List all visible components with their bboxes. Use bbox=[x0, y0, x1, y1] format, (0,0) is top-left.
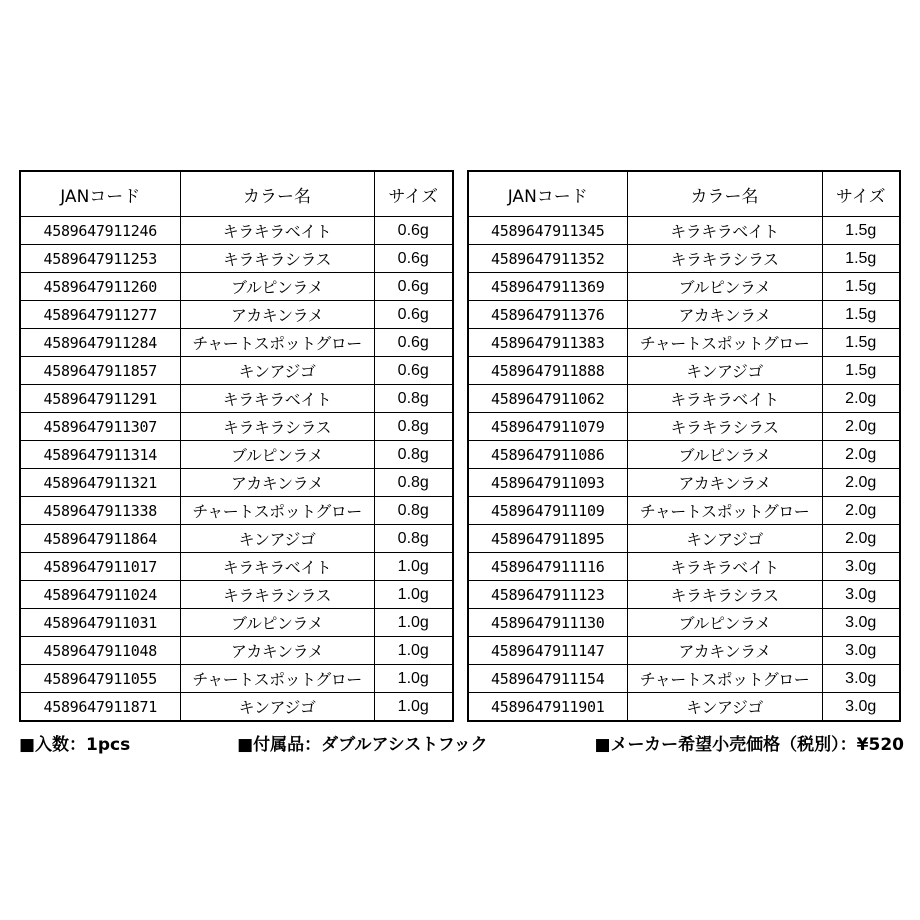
table-row bbox=[468, 441, 900, 469]
color-name-cell: チャートスポットグロー bbox=[627, 329, 822, 357]
color-name-cell: ブルピンラメ bbox=[180, 273, 374, 301]
table-row bbox=[468, 525, 900, 553]
size-cell: 1.0g bbox=[374, 553, 453, 581]
table-row bbox=[468, 637, 900, 665]
jan-code-cell: 4589647911017 bbox=[20, 553, 180, 581]
color-name-cell: キンアジゴ bbox=[627, 357, 822, 385]
table-row bbox=[468, 609, 900, 637]
size-cell: 1.0g bbox=[374, 581, 453, 609]
table-row bbox=[20, 637, 453, 665]
color-name-cell: アカキンラメ bbox=[627, 301, 822, 329]
size-cell: 3.0g bbox=[822, 637, 900, 665]
header-color: カラー名 bbox=[180, 171, 374, 217]
table-row bbox=[20, 301, 453, 329]
table-row bbox=[468, 385, 900, 413]
jan-code-cell: 4589647911338 bbox=[20, 497, 180, 525]
jan-code-cell: 4589647911307 bbox=[20, 413, 180, 441]
jan-code-cell: 4589647911352 bbox=[468, 245, 627, 273]
color-name-cell: ブルピンラメ bbox=[180, 609, 374, 637]
jan-code-cell: 4589647911154 bbox=[468, 665, 627, 693]
size-cell: 0.8g bbox=[374, 413, 453, 441]
table-row bbox=[20, 273, 453, 301]
table-row bbox=[468, 357, 900, 385]
header-color: カラー名 bbox=[627, 171, 822, 217]
color-name-cell: キラキラシラス bbox=[627, 245, 822, 273]
size-cell: 1.5g bbox=[822, 245, 900, 273]
size-cell: 1.0g bbox=[374, 693, 453, 722]
table-row bbox=[20, 245, 453, 273]
table-row bbox=[20, 553, 453, 581]
jan-code-cell: 4589647911086 bbox=[468, 441, 627, 469]
jan-code-cell: 4589647911277 bbox=[20, 301, 180, 329]
color-name-cell: キラキラベイト bbox=[627, 553, 822, 581]
color-name-cell: ブルピンラメ bbox=[627, 273, 822, 301]
jan-code-cell: 4589647911024 bbox=[20, 581, 180, 609]
color-name-cell: キンアジゴ bbox=[627, 525, 822, 553]
size-cell: 3.0g bbox=[822, 581, 900, 609]
table-header-row bbox=[468, 171, 900, 217]
jan-code-cell: 4589647911888 bbox=[468, 357, 627, 385]
table-row bbox=[468, 665, 900, 693]
table-row bbox=[20, 525, 453, 553]
color-name-cell: キラキラベイト bbox=[180, 553, 374, 581]
jan-code-cell: 4589647911055 bbox=[20, 665, 180, 693]
accessory-note: ■付属品：ダブルアシストフック bbox=[237, 734, 488, 755]
size-cell: 0.6g bbox=[374, 357, 453, 385]
table-row bbox=[468, 413, 900, 441]
table-row bbox=[468, 273, 900, 301]
size-cell: 1.0g bbox=[374, 637, 453, 665]
table-row bbox=[468, 217, 900, 245]
color-name-cell: キンアジゴ bbox=[180, 357, 374, 385]
size-cell: 2.0g bbox=[822, 385, 900, 413]
jan-code-cell: 4589647911291 bbox=[20, 385, 180, 413]
size-cell: 3.0g bbox=[822, 553, 900, 581]
color-name-cell: キラキラシラス bbox=[180, 245, 374, 273]
jan-code-cell: 4589647911079 bbox=[468, 413, 627, 441]
jan-code-cell: 4589647911284 bbox=[20, 329, 180, 357]
jan-code-cell: 4589647911857 bbox=[20, 357, 180, 385]
table-row bbox=[468, 497, 900, 525]
size-cell: 0.8g bbox=[374, 497, 453, 525]
header-jan: JANコード bbox=[468, 171, 627, 217]
table-row bbox=[20, 217, 453, 245]
size-cell: 3.0g bbox=[822, 609, 900, 637]
table-row bbox=[468, 329, 900, 357]
jan-code-cell: 4589647911321 bbox=[20, 469, 180, 497]
color-name-cell: アカキンラメ bbox=[180, 469, 374, 497]
jan-code-cell: 4589647911093 bbox=[468, 469, 627, 497]
jan-code-cell: 4589647911376 bbox=[468, 301, 627, 329]
size-cell: 0.8g bbox=[374, 469, 453, 497]
size-cell: 1.0g bbox=[374, 665, 453, 693]
table-row bbox=[20, 413, 453, 441]
color-name-cell: キラキラベイト bbox=[627, 217, 822, 245]
price-note: ■メーカー希望小売価格（税別）：¥520 bbox=[594, 734, 904, 755]
table-row bbox=[468, 553, 900, 581]
size-cell: 0.8g bbox=[374, 441, 453, 469]
color-name-cell: アカキンラメ bbox=[180, 301, 374, 329]
color-name-cell: アカキンラメ bbox=[627, 469, 822, 497]
color-name-cell: キラキラシラス bbox=[627, 581, 822, 609]
size-cell: 2.0g bbox=[822, 497, 900, 525]
jan-code-cell: 4589647911031 bbox=[20, 609, 180, 637]
table-row bbox=[468, 469, 900, 497]
jan-code-cell: 4589647911369 bbox=[468, 273, 627, 301]
size-cell: 1.5g bbox=[822, 357, 900, 385]
size-cell: 1.5g bbox=[822, 301, 900, 329]
table-row bbox=[20, 329, 453, 357]
size-cell: 2.0g bbox=[822, 469, 900, 497]
size-cell: 0.8g bbox=[374, 385, 453, 413]
jan-code-cell: 4589647911864 bbox=[20, 525, 180, 553]
size-cell: 0.6g bbox=[374, 217, 453, 245]
color-name-cell: ブルピンラメ bbox=[180, 441, 374, 469]
size-cell: 0.6g bbox=[374, 301, 453, 329]
size-cell: 2.0g bbox=[822, 441, 900, 469]
jan-code-cell: 4589647911901 bbox=[468, 693, 627, 722]
size-cell: 3.0g bbox=[822, 665, 900, 693]
table-row bbox=[20, 497, 453, 525]
size-cell: 0.6g bbox=[374, 245, 453, 273]
jan-code-cell: 4589647911123 bbox=[468, 581, 627, 609]
jan-code-cell: 4589647911116 bbox=[468, 553, 627, 581]
header-jan: JANコード bbox=[20, 171, 180, 217]
color-name-cell: チャートスポットグロー bbox=[180, 497, 374, 525]
table-row bbox=[468, 301, 900, 329]
table-row bbox=[20, 581, 453, 609]
table-row bbox=[20, 385, 453, 413]
color-name-cell: チャートスポットグロー bbox=[627, 497, 822, 525]
color-name-cell: チャートスポットグロー bbox=[180, 665, 374, 693]
size-cell: 1.0g bbox=[374, 609, 453, 637]
table-row bbox=[468, 245, 900, 273]
table-row bbox=[20, 469, 453, 497]
jan-code-cell: 4589647911246 bbox=[20, 217, 180, 245]
jan-code-cell: 4589647911871 bbox=[20, 693, 180, 722]
color-name-cell: キラキラシラス bbox=[180, 581, 374, 609]
product-table-right bbox=[467, 170, 901, 722]
header-size: サイズ bbox=[374, 171, 453, 217]
product-footer bbox=[19, 729, 904, 755]
table-row bbox=[468, 693, 900, 722]
color-name-cell: キンアジゴ bbox=[180, 525, 374, 553]
jan-code-cell: 4589647911314 bbox=[20, 441, 180, 469]
jan-code-cell: 4589647911260 bbox=[20, 273, 180, 301]
color-name-cell: キラキラシラス bbox=[180, 413, 374, 441]
table-row bbox=[20, 441, 453, 469]
size-cell: 2.0g bbox=[822, 413, 900, 441]
size-cell: 3.0g bbox=[822, 693, 900, 722]
jan-code-cell: 4589647911130 bbox=[468, 609, 627, 637]
jan-code-cell: 4589647911147 bbox=[468, 637, 627, 665]
jan-code-cell: 4589647911253 bbox=[20, 245, 180, 273]
color-name-cell: キンアジゴ bbox=[180, 693, 374, 722]
jan-code-cell: 4589647911062 bbox=[468, 385, 627, 413]
color-name-cell: キラキラシラス bbox=[627, 413, 822, 441]
size-cell: 1.5g bbox=[822, 329, 900, 357]
jan-code-cell: 4589647911895 bbox=[468, 525, 627, 553]
table-row bbox=[20, 609, 453, 637]
size-cell: 1.5g bbox=[822, 273, 900, 301]
color-name-cell: キラキラベイト bbox=[627, 385, 822, 413]
color-name-cell: アカキンラメ bbox=[180, 637, 374, 665]
color-name-cell: アカキンラメ bbox=[627, 637, 822, 665]
size-cell: 2.0g bbox=[822, 525, 900, 553]
jan-code-cell: 4589647911048 bbox=[20, 637, 180, 665]
table-row bbox=[468, 581, 900, 609]
size-cell: 0.6g bbox=[374, 273, 453, 301]
color-name-cell: キラキラベイト bbox=[180, 217, 374, 245]
size-cell: 0.6g bbox=[374, 329, 453, 357]
size-cell: 0.8g bbox=[374, 525, 453, 553]
color-name-cell: チャートスポットグロー bbox=[180, 329, 374, 357]
color-name-cell: キラキラベイト bbox=[180, 385, 374, 413]
color-name-cell: キンアジゴ bbox=[627, 693, 822, 722]
table-row bbox=[20, 693, 453, 722]
table-row bbox=[20, 357, 453, 385]
color-name-cell: ブルピンラメ bbox=[627, 441, 822, 469]
jan-code-cell: 4589647911109 bbox=[468, 497, 627, 525]
header-size: サイズ bbox=[822, 171, 900, 217]
table-row bbox=[20, 665, 453, 693]
color-name-cell: ブルピンラメ bbox=[627, 609, 822, 637]
color-name-cell: チャートスポットグロー bbox=[627, 665, 822, 693]
jan-code-cell: 4589647911345 bbox=[468, 217, 627, 245]
product-table-left bbox=[19, 170, 454, 722]
jan-code-cell: 4589647911383 bbox=[468, 329, 627, 357]
quantity-note: ■入数：1pcs bbox=[19, 734, 131, 755]
size-cell: 1.5g bbox=[822, 217, 900, 245]
table-header-row bbox=[20, 171, 453, 217]
